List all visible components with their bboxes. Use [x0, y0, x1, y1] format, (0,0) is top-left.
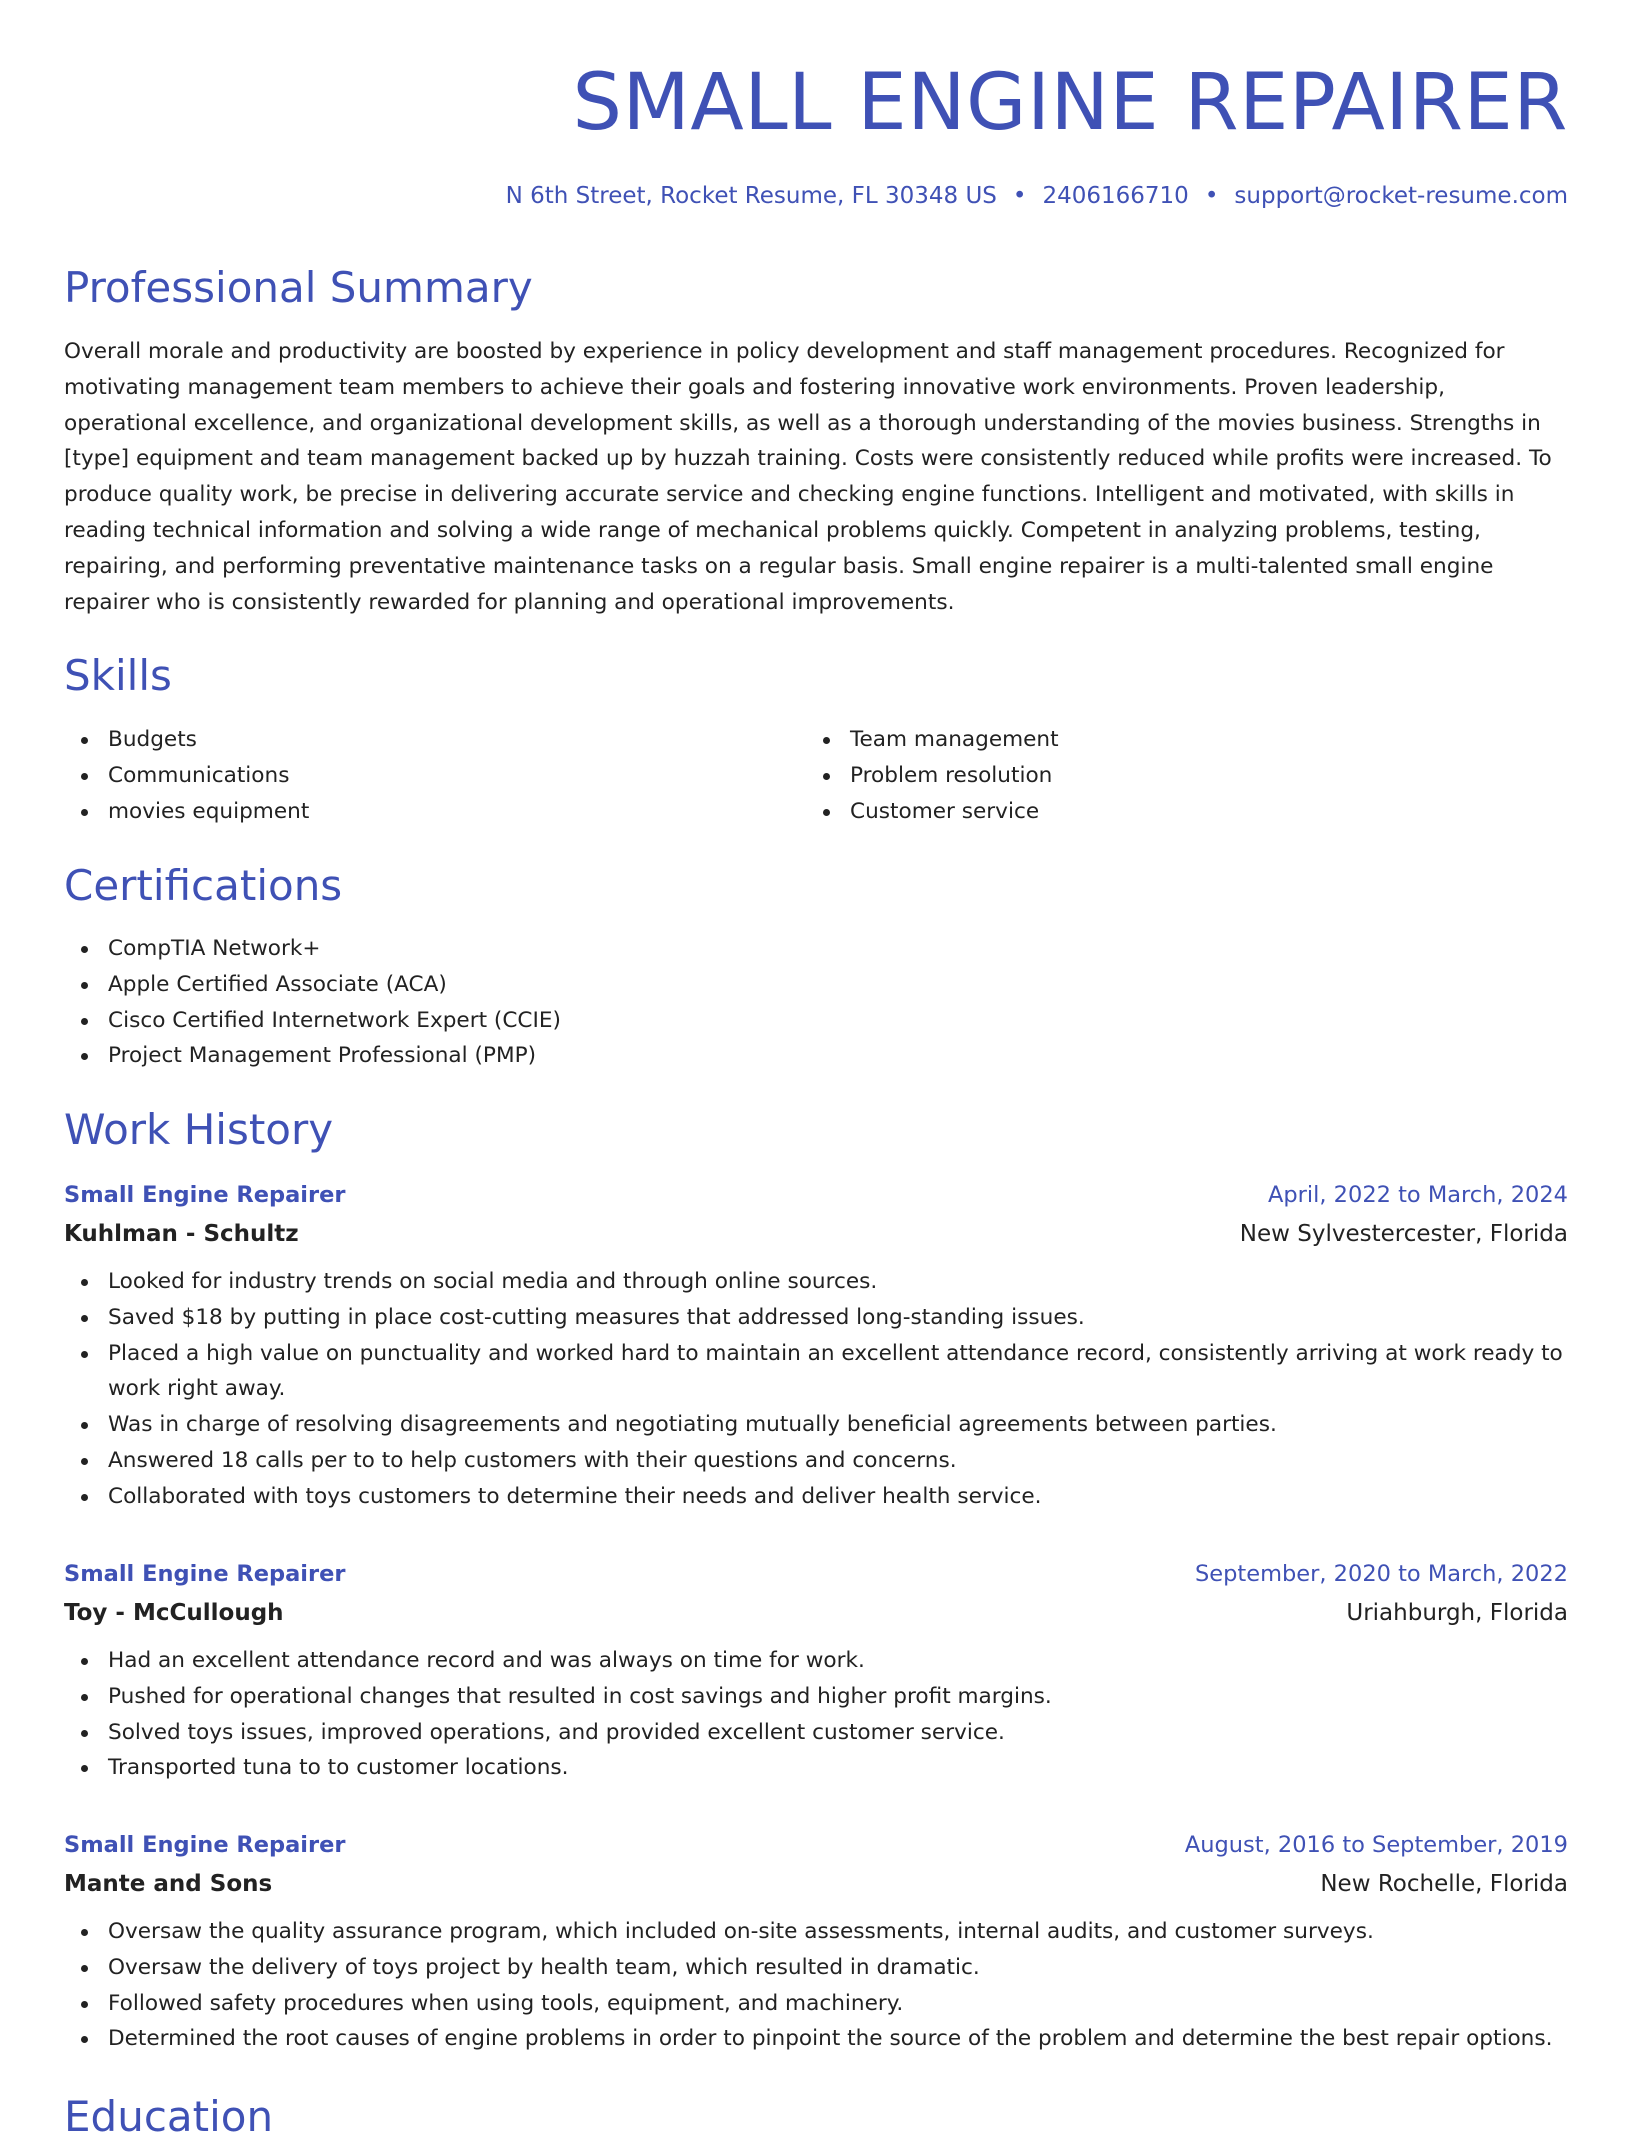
- job-title: Small Engine Repairer: [64, 1182, 346, 1208]
- resume-name: SMALL ENGINE REPAIRER: [572, 58, 1568, 148]
- skills-list-left: [64, 722, 764, 829]
- job-company-row: [64, 1864, 1568, 1904]
- job-header-row: [64, 1826, 1568, 1864]
- certification-item: Apple Certified Associate (ACA): [64, 967, 1568, 1003]
- job-company: Mante and Sons: [64, 1871, 273, 1897]
- job-dates: April, 2022 to March, 2024: [1267, 1182, 1568, 1208]
- job-title: Small Engine Repairer: [64, 1561, 346, 1587]
- skills-right-column: [806, 722, 1506, 829]
- skill-item: movies equipment: [64, 794, 764, 830]
- contact-separator: •: [1204, 183, 1219, 209]
- skills-left-column: [64, 722, 764, 829]
- work-history-heading: Work History: [64, 1105, 334, 1154]
- job-duty-item: Placed a high value on punctuality and worked hard to maintain an excellent attendance record, consistently arriving at work ready to work right away.: [64, 1336, 1568, 1408]
- job-duty-item: Looked for industry trends on social media and through online sources.: [64, 1264, 1568, 1300]
- job-duty-item: Determined the root causes of engine problems in order to pinpoint the source of the problem and determine the best repair options.: [64, 2021, 1568, 2057]
- certifications-section: [64, 931, 1568, 1074]
- contact-email: support@rocket-resume.com: [1234, 183, 1568, 209]
- job-duty-item: Oversaw the quality assurance program, which included on-site assessments, internal audits, and customer surveys.: [64, 1914, 1568, 1950]
- certifications-list: [64, 931, 1568, 1074]
- skills-heading: Skills: [64, 651, 172, 700]
- job-location: New Rochelle, Florida: [1320, 1871, 1568, 1897]
- job-duty-item: Pushed for operational changes that resulted in cost savings and higher profit margins.: [64, 1679, 1568, 1715]
- contact-phone: 2406166710: [1042, 183, 1189, 209]
- job-duties-list: [64, 1914, 1568, 2057]
- job-duty-item: Solved toys issues, improved operations, and provided excellent customer service.: [64, 1715, 1568, 1751]
- certification-item: Project Management Professional (PMP): [64, 1038, 1568, 1074]
- summary-heading: Professional Summary: [64, 263, 533, 312]
- job-location: Uriahburgh, Florida: [1346, 1600, 1568, 1626]
- skill-item: Customer service: [806, 794, 1506, 830]
- job-location: New Sylvestercester, Florida: [1239, 1221, 1568, 1247]
- certification-item: Cisco Certified Internetwork Expert (CCIE): [64, 1003, 1568, 1039]
- job-header-row: [64, 1555, 1568, 1593]
- job-company: Kuhlman - Schultz: [64, 1221, 299, 1247]
- skill-item: Communications: [64, 758, 764, 794]
- job-duties-list: [64, 1264, 1568, 1515]
- skills-list-right: [806, 722, 1506, 829]
- skill-item: Budgets: [64, 722, 764, 758]
- job-duty-item: Transported tuna to to customer locations.: [64, 1750, 1568, 1786]
- job-duty-item: Had an excellent attendance record and was always on time for work.: [64, 1643, 1568, 1679]
- job-entry: [64, 1555, 1568, 1786]
- job-entry: [64, 1176, 1568, 1515]
- job-company: Toy - McCullough: [64, 1600, 284, 1626]
- job-duty-item: Followed safety procedures when using tools, equipment, and machinery.: [64, 1986, 1568, 2022]
- job-header-row: [64, 1176, 1568, 1214]
- skill-item: Problem resolution: [806, 758, 1506, 794]
- job-company-row: [64, 1593, 1568, 1633]
- job-entry: [64, 1826, 1568, 2057]
- job-duties-list: [64, 1643, 1568, 1786]
- job-title: Small Engine Repairer: [64, 1832, 346, 1858]
- job-duty-item: Answered 18 calls per to to help customers with their questions and concerns.: [64, 1443, 1568, 1479]
- contact-address: N 6th Street, Rocket Resume, FL 30348 US: [505, 183, 997, 209]
- certifications-heading: Certifications: [64, 861, 343, 910]
- contact-line: [506, 181, 1568, 211]
- job-duty-item: Collaborated with toys customers to determine their needs and deliver health service.: [64, 1479, 1568, 1515]
- contact-separator: •: [1012, 183, 1027, 209]
- certification-item: CompTIA Network+: [64, 931, 1568, 967]
- job-dates: August, 2016 to September, 2019: [1184, 1832, 1568, 1858]
- job-duty-item: Saved $18 by putting in place cost-cutting measures that addressed long-standing issues.: [64, 1300, 1568, 1336]
- education-heading: Education: [64, 2092, 274, 2141]
- job-dates: September, 2020 to March, 2022: [1195, 1561, 1568, 1587]
- job-company-row: [64, 1214, 1568, 1254]
- skill-item: Team management: [806, 722, 1506, 758]
- summary-text: Overall morale and productivity are boosted by experience in policy development and staff management procedures. Recognized for motivating management team members to achieve their goals and fostering innovative work environments. Proven leadership, operational excellence, and organizational development skills, as well as a thorough understanding of the movies business. Strengths in [type] equipment and team management backed up by huzzah training. Costs were consistently reduced while profits were increased. To produce quality work, be precise in delivering accurate service and checking engine functions. Intelligent and motivated, with skills in reading technical information and solving a wide range of mechanical problems quickly. Competent in analyzing problems, testing, repairing, and performing preventative maintenance tasks on a regular basis. Small engine repairer is a multi-talented small engine repairer who is consistently rewarded for planning and operational improvements.: [64, 339, 1552, 615]
- job-duty-item: Was in charge of resolving disagreements and negotiating mutually beneficial agreements between parties.: [64, 1407, 1568, 1443]
- job-duty-item: Oversaw the delivery of toys project by health team, which resulted in dramatic.: [64, 1950, 1568, 1986]
